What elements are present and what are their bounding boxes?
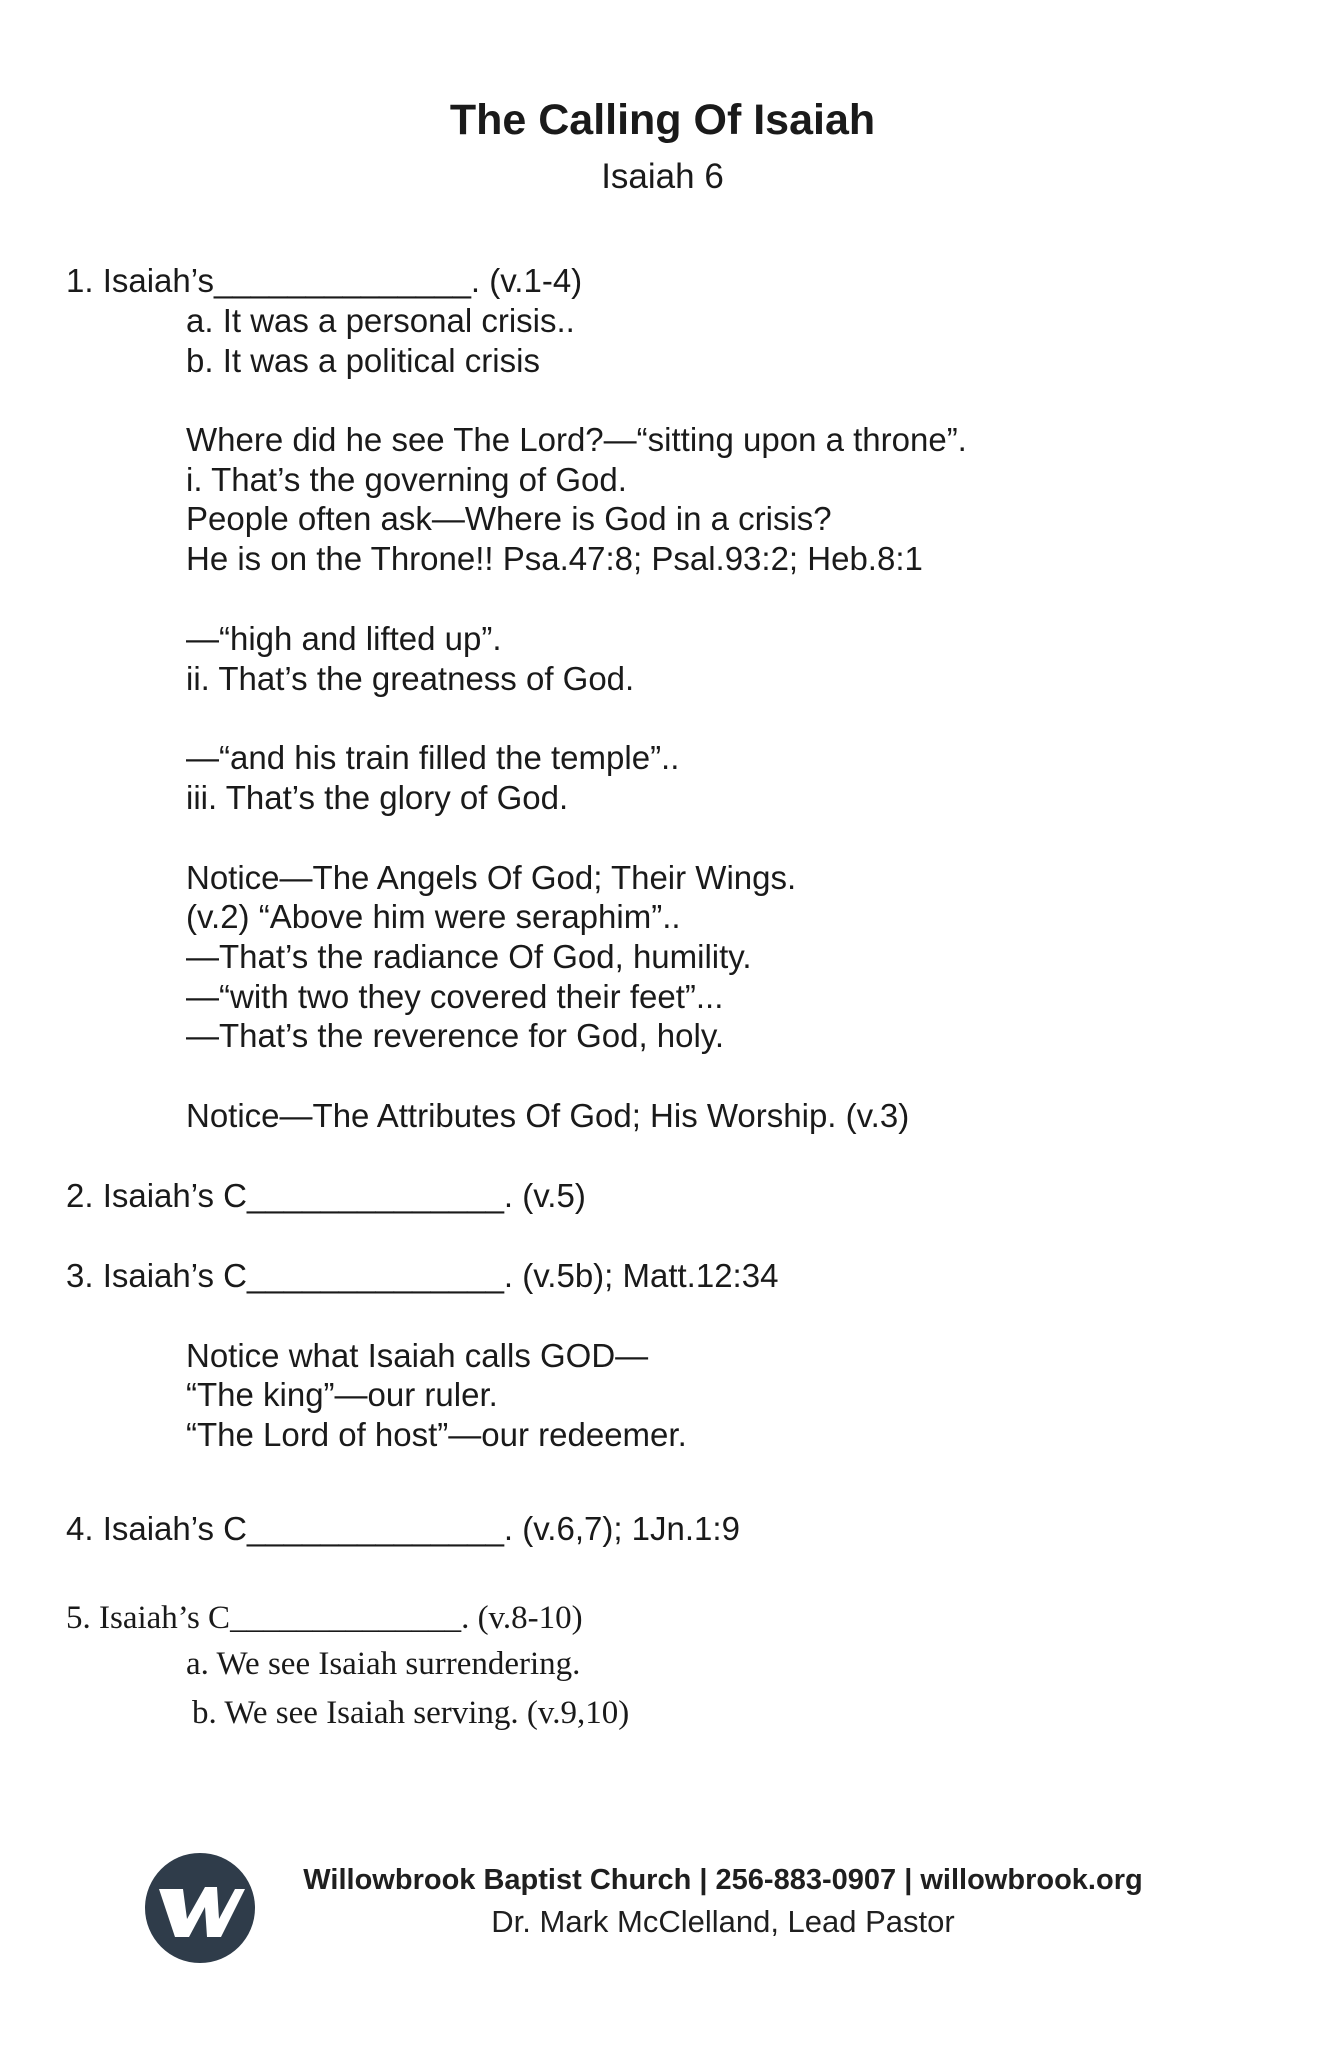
point-5: 5. Isaiah’s C______________. (v.8-10) bbox=[66, 1600, 583, 1636]
note-line: “The Lord of host”—our redeemer. bbox=[186, 1416, 687, 1453]
note-line: Notice—The Angels Of God; Their Wings. bbox=[186, 859, 797, 896]
note-line: ii. That’s the greatness of God. bbox=[186, 660, 635, 697]
point-2: 2. Isaiah’s C______________. (v.5) bbox=[66, 1177, 586, 1214]
point-5-a: a. We see Isaiah surrendering. bbox=[186, 1646, 581, 1682]
willowbrook-w-logo-icon bbox=[145, 1853, 255, 1963]
page-title: The Calling Of Isaiah bbox=[449, 96, 876, 144]
point-1-a: a. It was a personal crisis.. bbox=[186, 302, 575, 339]
note-line: Notice—The Attributes Of God; His Worship. (v.3) bbox=[186, 1097, 910, 1134]
point-3: 3. Isaiah’s C______________. (v.5b); Matt.12:34 bbox=[66, 1257, 779, 1294]
church-contact-line: Willowbrook Baptist Church | 256-883-0907 | willowbrook.org bbox=[303, 1864, 1143, 1896]
pastor-line: Dr. Mark McClelland, Lead Pastor bbox=[491, 1904, 955, 1939]
note-line: i. That’s the governing of God. bbox=[186, 461, 627, 498]
point-1: 1. Isaiah’s______________. (v.1-4) bbox=[66, 262, 583, 299]
point-1-b: b. It was a political crisis bbox=[186, 342, 540, 379]
note-line: —“high and lifted up”. bbox=[186, 620, 502, 657]
note-line: —That’s the reverence for God, holy. bbox=[186, 1017, 725, 1054]
note-line: Where did he see The Lord?—“sitting upon a throne”. bbox=[186, 421, 967, 458]
point-5-b: b. We see Isaiah serving. (v.9,10) bbox=[192, 1695, 630, 1731]
note-line: He is on the Throne!! Psa.47:8; Psal.93:2; Heb.8:1 bbox=[186, 540, 923, 577]
note-line: Notice what Isaiah calls GOD— bbox=[186, 1337, 649, 1374]
note-line: “The king”—our ruler. bbox=[186, 1376, 498, 1413]
page-subtitle: Isaiah 6 bbox=[601, 157, 724, 196]
point-4: 4. Isaiah’s C______________. (v.6,7); 1Jn.1:9 bbox=[66, 1510, 740, 1547]
note-line: (v.2) “Above him were seraphim”.. bbox=[186, 898, 681, 935]
note-line: —“with two they covered their feet”... bbox=[186, 978, 724, 1015]
note-line: People often ask—Where is God in a crisis? bbox=[186, 500, 832, 537]
note-line: —That’s the radiance Of God, humility. bbox=[186, 938, 752, 975]
note-line: —“and his train filled the temple”.. bbox=[186, 739, 680, 776]
note-line: iii. That’s the glory of God. bbox=[186, 779, 569, 816]
